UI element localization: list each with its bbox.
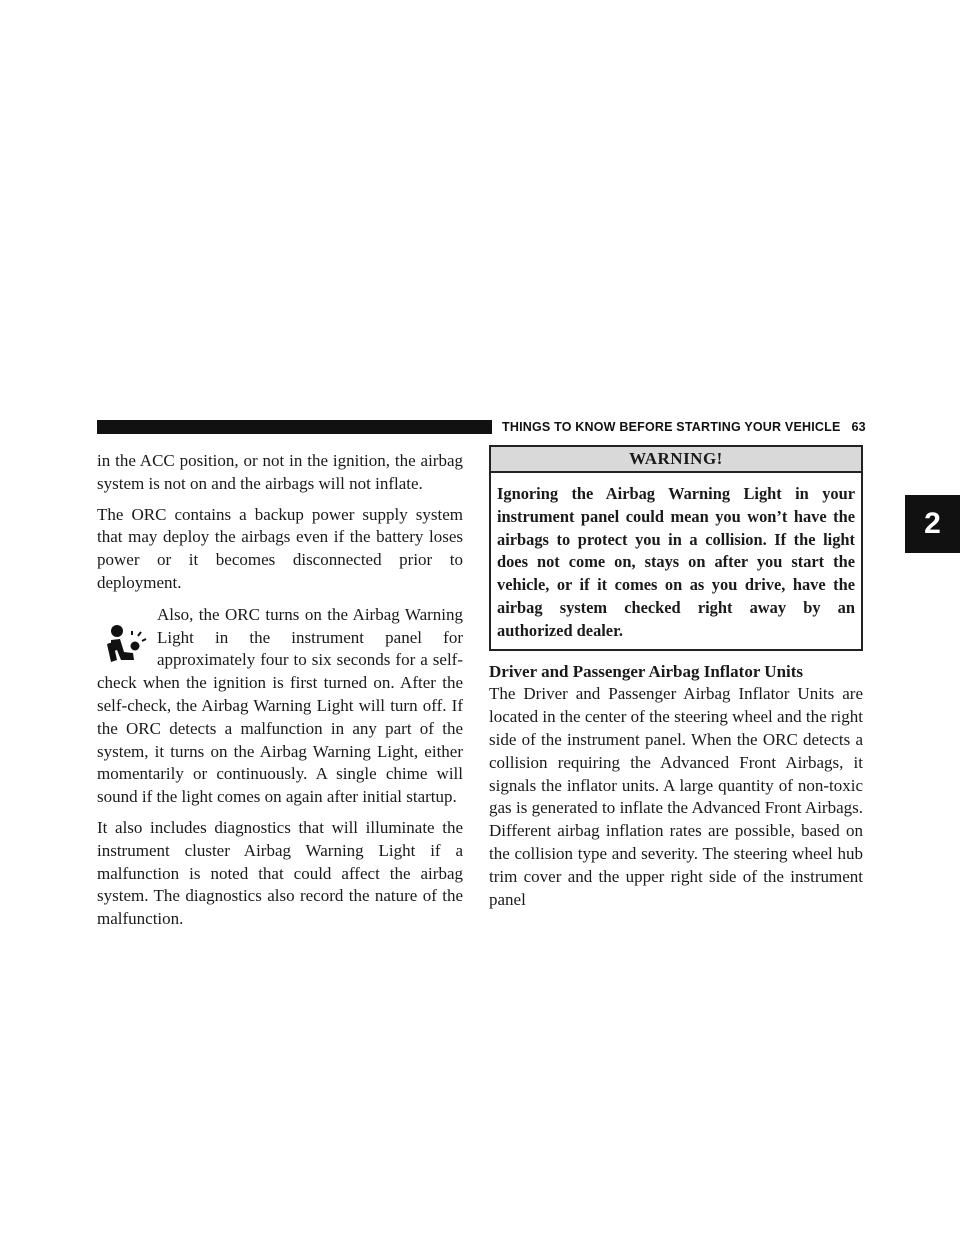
page-number: 63	[851, 420, 866, 434]
warning-box	[489, 445, 863, 651]
warning-text: Ignoring the Airbag Warning Light in your instrument panel could mean you won’t have the airbags to protect you in a collision. If the light does not come on, stays on after you start the vehicle, or if it comes on as you drive, have the airbag system checked right away by an authorized dealer.	[497, 484, 855, 640]
warning-body	[491, 473, 861, 649]
warning-title: WARNING!	[491, 447, 861, 473]
icon-paragraph	[97, 604, 463, 809]
right-paragraph-1: The Driver and Passenger Airbag Inflator Units are located in the center of the steering wheel and the right side of the instrument panel. When the ORC detects a collision requiring the Advanced Front Airbags, it signals the inflator units. A large quantity of non-toxic gas is generated to inflate the Advanced Front Airbags. Different airbag inflation rates are possible, based on the collision type and severity. The steering wheel hub trim cover and the upper right side of the instrument panel	[489, 684, 863, 909]
running-head-title: THINGS TO KNOW BEFORE STARTING YOUR VEHICLE	[502, 420, 841, 434]
right-column	[489, 450, 863, 911]
left-column	[97, 450, 463, 931]
left-paragraph-1: in the ACC position, or not in the ignition, the airbag system is not on and the airbags will not inflate.	[97, 451, 463, 493]
left-paragraph-3: Also, the ORC turns on the Airbag Warning Light in the instrument panel for approximately four to six seconds for a self-check when the ignition is first turned on. After the self-check, the Airbag Warning Light will turn off. If the ORC detects a malfunction in any part of the system, it turns on the Airbag Warning Light, either momentarily or continuously. A single chime will sound if the light comes on again after initial startup.	[97, 604, 463, 807]
running-head	[502, 419, 864, 435]
section-heading: Driver and Passenger Airbag Inflator Units	[489, 661, 804, 681]
left-paragraph-4: It also includes diagnostics that will illuminate the instrument cluster Airbag Warning Light if a malfunction is noted that could affect the airbag system. The diagnostics also record the nature of the malfunction.	[97, 817, 463, 929]
left-paragraph-2: The ORC contains a backup power supply system that may deploy the airbags even if the battery loses power or it becomes disconnected prior to deployment.	[97, 504, 463, 592]
chapter-tab: 2	[905, 495, 960, 553]
airbag-warning-light-icon	[101, 622, 147, 672]
header-rule	[97, 420, 492, 434]
